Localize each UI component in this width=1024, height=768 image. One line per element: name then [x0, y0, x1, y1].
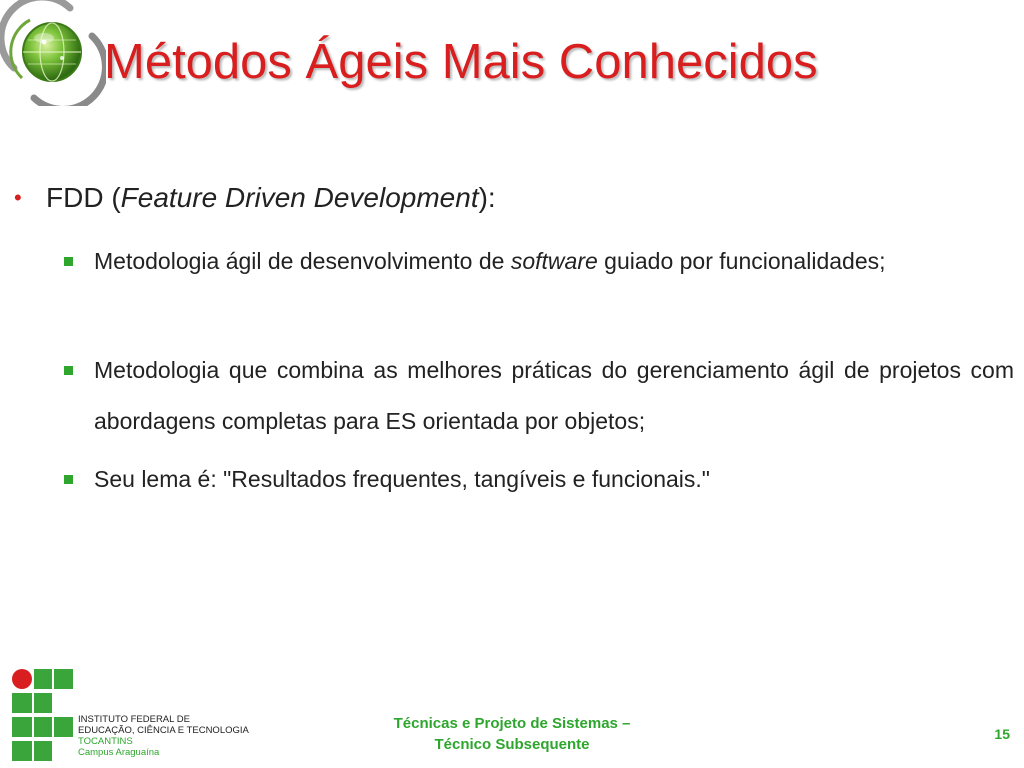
sub-bullet-practices-text: Metodologia que combina as melhores práticas do gerenciamento ágil de projetos com abordagens completas para ES orientada por objetos; [94, 357, 1014, 434]
red-dot-icon: • [14, 185, 22, 210]
course-line-2: Técnico Subsequente [434, 736, 590, 753]
course-line-1: Técnicas e Projeto de Sistemas – [393, 715, 631, 732]
green-square-icon [64, 366, 73, 375]
bullet-fdd [14, 176, 974, 220]
institution-line-3: TOCANTINS [78, 736, 133, 747]
institution-name [78, 714, 278, 758]
institution-line-4: Campus Araguaína [78, 747, 160, 758]
slide-title: Métodos Ágeis Mais Conhecidos [104, 35, 818, 89]
sub-bullet-definition-italic: software [510, 248, 598, 274]
sub-bullet-practices [62, 345, 1014, 447]
bullet-fdd-suffix: ): [478, 182, 496, 213]
institution-line-1: INSTITUTO FEDERAL DE [78, 714, 190, 725]
sub-bullet-motto [62, 454, 1014, 505]
sub-bullet-motto-text: Seu lema é: "Resultados frequentes, tangíveis e funcionais." [94, 466, 710, 492]
green-square-icon [64, 475, 73, 484]
sub-bullet-definition-part1: Metodologia ágil de desenvolvimento de [94, 248, 511, 274]
page-number: 15 [994, 726, 1010, 742]
bullet-fdd-italic: Feature Driven Development [120, 182, 479, 213]
bullet-fdd-prefix: FDD ( [46, 182, 121, 213]
green-square-icon [64, 257, 73, 266]
sub-bullet-definition [62, 236, 1014, 287]
sub-bullet-definition-text [94, 236, 1014, 287]
institution-line-2: EDUCAÇÃO, CIÊNCIA E TECNOLOGIA [78, 725, 249, 736]
course-name [352, 713, 672, 755]
sub-bullet-definition-part2: guiado por funcionalidades; [597, 248, 886, 274]
ifto-logo [12, 668, 74, 762]
